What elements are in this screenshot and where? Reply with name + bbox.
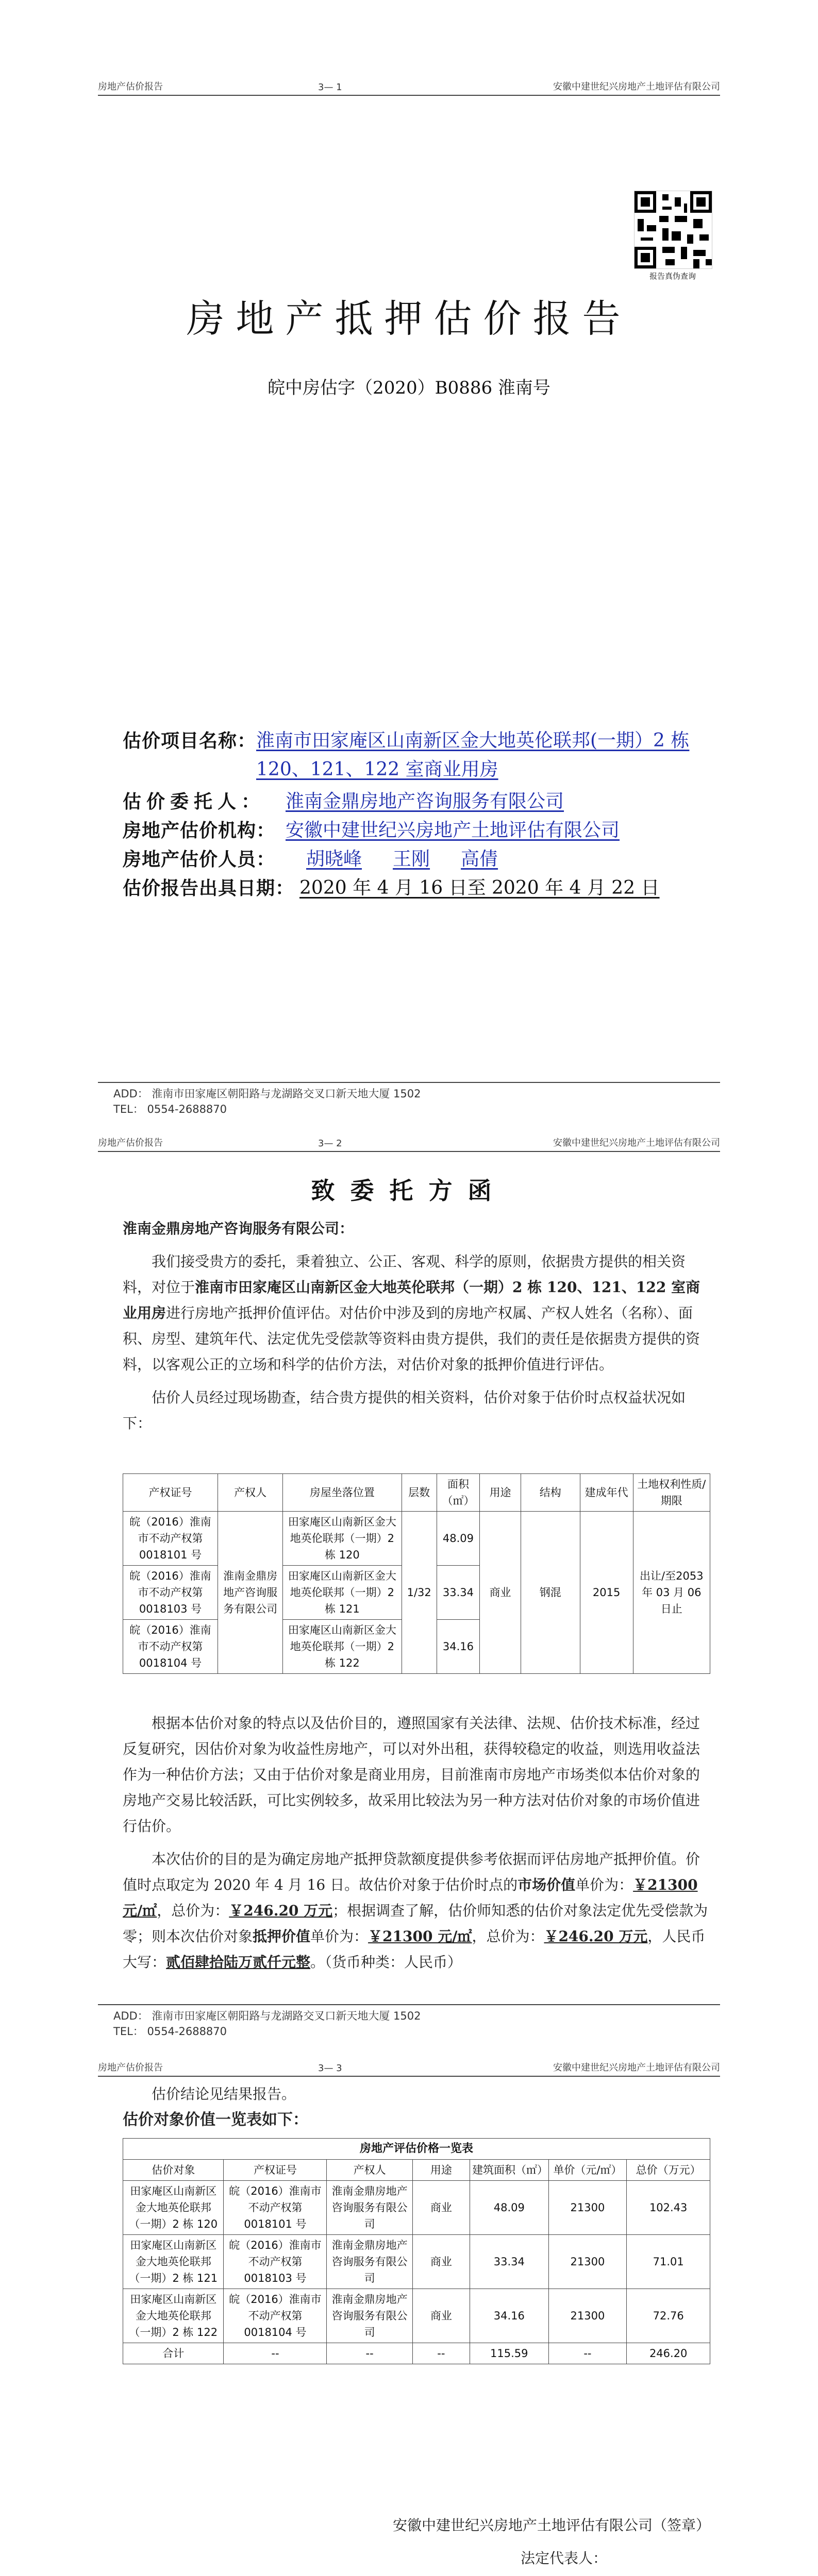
org-value: 安徽中建世纪兴房地产土地评估有限公司 <box>286 820 620 841</box>
header-right: 安徽中建世纪兴房地产土地评估有限公司 <box>553 81 720 92</box>
project-row <box>123 726 726 784</box>
total-area: 115.59 <box>470 2343 548 2364</box>
owner-cell: 淮南金鼎房地产咨询服务有限公司 <box>218 1512 283 1674</box>
area-cell: 34.16 <box>470 2289 548 2343</box>
owner-cell: 淮南金鼎房地产咨询服务有限公司 <box>327 2235 412 2289</box>
page-header <box>98 1128 720 1149</box>
header-cell: 结构 <box>521 1474 580 1512</box>
page-1 <box>0 0 818 1133</box>
total-row <box>123 2343 710 2364</box>
page-footer <box>113 1086 421 1117</box>
mortgage-value-label: 抵押价值 <box>253 1928 311 1945</box>
header-left: 房地产估价报告 <box>98 81 163 92</box>
cert-cell: 皖（2016）淮南市不动产权第 0018104 号 <box>123 1620 218 1674</box>
header-left: 房地产估价报告 <box>98 2062 163 2073</box>
unit-price-cell: 21300 <box>548 2289 627 2343</box>
use-cell: 商业 <box>412 2181 470 2235</box>
market-value-label: 市场价值 <box>517 1876 576 1893</box>
cert-cell: 皖（2016）淮南市不动产权第0018104 号 <box>224 2289 327 2343</box>
header-right: 安徽中建世纪兴房地产土地评估有限公司 <box>553 2062 720 2073</box>
header-cell: 房屋坐落位置 <box>283 1474 402 1512</box>
qr-code-icon <box>634 191 712 269</box>
header-center: 3— 3 <box>318 2063 342 2074</box>
date-label: 估价报告出具日期： <box>123 877 295 899</box>
client-row <box>123 787 726 816</box>
area-cell: 48.09 <box>470 2181 548 2235</box>
paragraph-3: 根据本估价对象的特点以及估价目的，遵照国家有关法律、法规、估价技术标准，经过反复研究，因估价对象为收益性房地产，可以对外出租，获得较稳定的收益，则选用收益法作为一种估价方法；又由于估价对象是商业用房，目前淮南市房地产市场类似本估价对象的房地产交易比较活跃，可比实例较多，故采用比较法为另一种方法对估价对象的市场价值进行估价。 <box>123 1715 700 1835</box>
letter-title: 致委托方函 <box>311 1177 507 1205</box>
cert-cell: 皖（2016）淮南市不动产权第0018101 号 <box>224 2181 327 2235</box>
project-label: 估价项目名称： <box>123 730 257 752</box>
footer-tel: TEL： 0554-2688870 <box>113 2025 227 2038</box>
p1-text-a: 我们接受贵方的委托，秉着独立、公正、客观、科学的原则，依据贵方提供的相关资料，对位于 <box>123 1253 686 1296</box>
header-cell: 总价（万元） <box>627 2160 710 2181</box>
header-rule <box>98 2076 720 2077</box>
object-cell: 田家庵区山南新区金大地英伦联邦（一期）2 栋 122 <box>123 2289 224 2343</box>
table-row <box>123 2181 710 2235</box>
header-cell: 土地权利性质/期限 <box>633 1474 710 1512</box>
dash-cell: -- <box>224 2343 327 2364</box>
date-value: 2020 年 4 月 16 日至 2020 年 4 月 22 日 <box>299 877 660 899</box>
page-footer <box>113 2008 421 2039</box>
dash-cell: -- <box>327 2343 412 2364</box>
structure-cell: 钢混 <box>521 1512 580 1674</box>
cert-cell: 皖（2016）淮南市不动产权第 0018101 号 <box>123 1512 218 1566</box>
p4-a: 本次估价的目的是为确定房地产抵押贷款额度提供参考依据而评估房地产抵押价值。价值时点取定为 2020 年 4 月 16 日。故估价对象于估价时点的 <box>123 1851 700 1893</box>
client-label: 估价委托人： <box>123 791 265 812</box>
header-cell: 产权证号 <box>123 1474 218 1512</box>
table-caption: 房地产评估价格一览表 <box>123 2139 710 2160</box>
summary-title: 估价对象价值一览表如下： <box>123 2111 308 2129</box>
owner-cell: 淮南金鼎房地产咨询服务有限公司 <box>327 2181 412 2235</box>
header-rule <box>98 95 720 96</box>
report-code: 皖中房估字（2020）B0886 淮南号 <box>268 378 550 398</box>
header-cell: 产权人 <box>218 1474 283 1512</box>
total-cell: 72.76 <box>627 2289 710 2343</box>
p4-c: 单价为： <box>575 1876 633 1893</box>
report-title: 房地产抵押估价报告 <box>186 297 632 341</box>
header-cell: 用途 <box>412 2160 470 2181</box>
location-cell: 田家庵区山南新区金大地英伦联邦（一期）2 栋 121 <box>283 1566 402 1620</box>
appraiser-2: 王刚 <box>393 849 430 870</box>
paragraph-4 <box>123 1846 710 1975</box>
area-cell: 33.34 <box>470 2235 548 2289</box>
header-center: 3— 2 <box>318 1138 342 1149</box>
mortgage-total-price: ￥246.20 万元 <box>544 1928 648 1945</box>
p4-i: 单价为： <box>310 1928 369 1945</box>
appraisers-label: 房地产估价人员： <box>123 849 276 870</box>
header-cell: 估价对象 <box>123 2160 224 2181</box>
unit-price-cell: 21300 <box>548 2181 627 2235</box>
header-cell: 产权证号 <box>224 2160 327 2181</box>
footer-address: ADD： 淮南市田家庵区朝阳路与龙湖路交叉口新天地大厦 1502 <box>113 2010 421 2022</box>
market-unit-price: ￥21300 元/㎡ <box>123 1876 698 1919</box>
dash-cell: -- <box>548 2343 627 2364</box>
cert-cell: 皖（2016）淮南市不动产权第 0018103 号 <box>123 1566 218 1620</box>
header-cell: 产权人 <box>327 2160 412 2181</box>
caption-row <box>123 2139 710 2160</box>
header-cell: 面积（㎡） <box>437 1474 479 1512</box>
table-header-row <box>123 2160 710 2181</box>
p1-property: 淮南市田家庵区山南新区金大地英伦联邦（一期）2 栋 120、121、122 室商业用房 <box>123 1279 700 1321</box>
header-right: 安徽中建世纪兴房地产土地评估有限公司 <box>553 1138 720 1148</box>
footer-tel: TEL： 0554-2688870 <box>113 1103 227 1115</box>
header-left: 房地产估价报告 <box>98 1138 163 1148</box>
header-cell: 建筑面积（㎡） <box>470 2160 548 2181</box>
p1-text-c: 进行房地产抵押价值评估。对估价中涉及到的房地产权属、产权人姓名（名称）、面积、房型、建筑年代、法定优先受偿款等资料由贵方提供，我们的责任是依据贵方提供的资料，以客观公正的立场和科学的估价方法，对估价对象的抵押价值进行评估。 <box>123 1304 700 1373</box>
signature-block <box>0 2509 710 2576</box>
header-cell: 层数 <box>402 1474 437 1512</box>
header-rule <box>98 1151 720 1152</box>
paragraph-5: 估价结论见结果报告。 <box>152 2086 296 2103</box>
total-label: 合计 <box>123 2343 224 2364</box>
table-row <box>123 2235 710 2289</box>
year-cell: 2015 <box>580 1512 633 1674</box>
legal-rep: 法定代表人： <box>520 2550 607 2567</box>
table-header-row <box>123 1474 710 1512</box>
addressee: 淮南金鼎房地产咨询服务有限公司： <box>123 1220 354 1237</box>
p4-o: 。（货币种类：人民币） <box>310 1954 462 1971</box>
object-cell: 田家庵区山南新区金大地英伦联邦（一期）2 栋 120 <box>123 2181 224 2235</box>
unit-price-cell: 21300 <box>548 2235 627 2289</box>
header-cell: 用途 <box>480 1474 521 1512</box>
appraisers-row <box>123 845 726 874</box>
qr-caption: 报告真伪查询 <box>649 272 696 281</box>
date-row <box>123 874 726 903</box>
table-row <box>123 1512 710 1566</box>
footer-address: ADD： 淮南市田家庵区朝阳路与龙湖路交叉口新天地大厦 1502 <box>113 1088 421 1100</box>
total-price: 246.20 <box>627 2343 710 2364</box>
cert-cell: 皖（2016）淮南市不动产权第0018103 号 <box>224 2235 327 2289</box>
letter-body <box>123 1216 710 1436</box>
property-status-table <box>123 1473 710 1674</box>
footer-rule <box>98 2004 720 2005</box>
p4-e: ，总价为： <box>157 1902 229 1919</box>
location-cell: 田家庵区山南新区金大地英伦联邦（一期）2 栋 122 <box>283 1620 402 1674</box>
page-header <box>98 2053 720 2074</box>
mortgage-unit-price: ￥21300 元/㎡ <box>368 1928 472 1945</box>
object-cell: 田家庵区山南新区金大地英伦联邦（一期）2 栋 121 <box>123 2235 224 2289</box>
header-center: 3— 1 <box>318 82 342 93</box>
total-cell: 71.01 <box>627 2235 710 2289</box>
table-row <box>123 2289 710 2343</box>
owner-cell: 淮南金鼎房地产咨询服务有限公司 <box>327 2289 412 2343</box>
page-header <box>98 72 720 93</box>
paragraph-2: 估价人员经过现场勘查，结合贵方提供的相关资料，估价对象于估价时点权益状况如下： <box>123 1389 686 1432</box>
org-row <box>123 816 726 845</box>
valuation-summary-table <box>123 2138 710 2364</box>
letter-body-2 <box>123 1710 710 1975</box>
dash-cell: -- <box>412 2343 470 2364</box>
summary-intro <box>123 2081 710 2133</box>
appraiser-1: 胡晓峰 <box>306 849 362 870</box>
land-cell: 出让/至2053 年 03 月 06 日止 <box>633 1512 710 1674</box>
p4-m: ，人民币大写： <box>123 1928 706 1971</box>
total-cell: 102.43 <box>627 2181 710 2235</box>
appraiser-3: 高倩 <box>461 849 498 870</box>
cover-info <box>123 726 726 903</box>
p4-k: ，总价为： <box>472 1928 544 1945</box>
project-value: 淮南市田家庵区山南新区金大地英伦联邦(一期）2 栋 120、121、122 室商业用房 <box>256 730 690 780</box>
use-cell: 商业 <box>412 2235 470 2289</box>
use-cell: 商业 <box>412 2289 470 2343</box>
use-cell: 商业 <box>480 1512 521 1674</box>
floors-cell: 1/32 <box>402 1512 437 1674</box>
area-cell: 33.34 <box>437 1566 479 1620</box>
client-value: 淮南金鼎房地产咨询服务有限公司 <box>286 791 564 812</box>
market-total-price: ￥246.20 万元 <box>229 1902 333 1919</box>
paragraph-1 <box>123 1249 710 1378</box>
org-label: 房地产估价机构： <box>123 820 276 841</box>
header-cell: 建成年代 <box>580 1474 633 1512</box>
company-seal: 安徽中建世纪兴房地产土地评估有限公司（签章） <box>392 2517 710 2534</box>
area-cell: 48.09 <box>437 1512 479 1566</box>
location-cell: 田家庵区山南新区金大地英伦联邦（一期）2 栋 120 <box>283 1512 402 1566</box>
amount-in-words: 贰佰肆拾陆万贰仟元整 <box>166 1954 311 1971</box>
area-cell: 34.16 <box>437 1620 479 1674</box>
header-cell: 单价（元/㎡） <box>548 2160 627 2181</box>
p4-g: ；根据调查了解，估价师知悉的估价对象法定优先受偿款为零；则本次估价对象 <box>123 1902 708 1945</box>
footer-rule <box>98 1082 720 1083</box>
